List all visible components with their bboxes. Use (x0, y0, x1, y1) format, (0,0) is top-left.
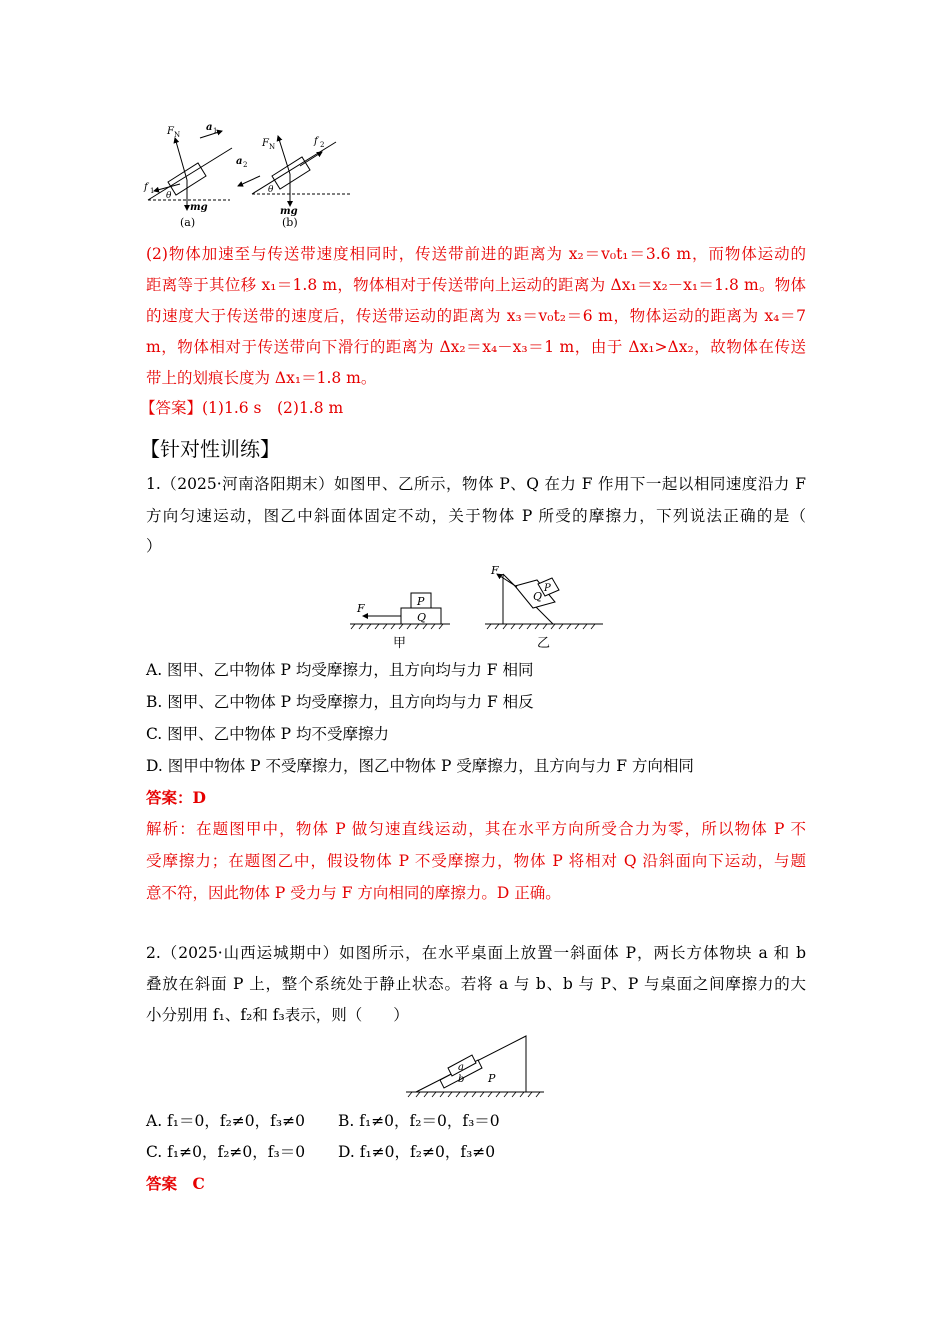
solution-line-3: 的速度大于传送带的速度后，传送带运动的距离为 x₃＝v₀t₂＝6 m，物体运动的距离为 x₄＝7 (146, 307, 806, 325)
diagram-b (236, 136, 350, 229)
jia-q-label: Q (417, 611, 427, 624)
solution-line-4: m，物体相对于传送带向下滑行的距离为 Δx₂＝x₄－x₃＝1 m，由于 Δx₁>Δx₂，故物体在传送 (146, 338, 806, 356)
f2-label: f (314, 136, 318, 147)
q2-option-c: C. f₁≠0，f₂≠0，f₃＝0 (146, 1143, 306, 1161)
f2-sub: 2 (320, 141, 325, 149)
figure-yi (485, 564, 603, 651)
jia-p-label: P (417, 595, 425, 608)
q1-analysis-2: 受摩擦力；在题图乙中，假设物体 P 不受摩擦力，物体 P 将相对 Q 沿斜面向下运动，与题 (146, 852, 806, 870)
force-diagram-figure (140, 118, 360, 230)
fn-label-a: F (167, 126, 174, 137)
a2-sub: 2 (243, 161, 248, 169)
q1-figure (345, 560, 610, 655)
caption-a: (a) (180, 216, 196, 229)
solution-line-5: 带上的划痕长度为 Δx₁＝1.8 m。 (146, 369, 377, 387)
q1-analysis-3: 意不符，因此物体 P 受力与 F 方向相同的摩擦力。D 正确。 (146, 884, 561, 902)
a1-sub: 1 (213, 127, 218, 135)
fn-label-b: F (262, 138, 269, 149)
fn-sub-a: N (174, 131, 181, 139)
theta-a: θ (166, 191, 172, 201)
diagram-a (143, 122, 232, 229)
q2-line-2: 叠放在斜面 P 上，整个系统处于静止状态。若将 a 与 b、b 与 P、P 与桌面之间摩擦力的大 (146, 975, 806, 993)
q2-option-d: D. f₁≠0，f₂≠0，f₃≠0 (338, 1143, 496, 1161)
q1-line-3: ） (146, 537, 162, 555)
mg-a: mg (190, 202, 208, 213)
q1-analysis-1: 解析：在题图甲中，物体 P 做匀速直线运动，其在水平方向所受合力为零，所以物体 P 不 (146, 820, 806, 838)
q1-option-d: D. 图甲中物体 P 不受摩擦力，图乙中物体 P 受摩擦力，且方向与力 F 方向相同 (146, 757, 694, 775)
a1-label: a (206, 122, 213, 133)
yi-p-label: P (544, 583, 551, 594)
q2-answer: 答案 C (146, 1174, 205, 1193)
solution-line-2: 距离等于其位移 x₁＝1.8 m，物体相对于传送带向上运动的距离为 Δx₁＝x₂－x₁＝1.8 m。物体 (146, 276, 806, 294)
jia-f-label: F (357, 602, 365, 615)
mg-b: mg (280, 206, 298, 217)
q1-line-2: 方向匀速运动，图乙中斜面体固定不动，关于物体 P 所受的摩擦力，下列说法正确的是（ (146, 507, 806, 525)
caption-yi: 乙 (537, 636, 551, 651)
caption-b: (b) (282, 216, 298, 229)
yi-q-label: Q (533, 590, 543, 603)
fn-sub-b: N (269, 143, 276, 151)
section-heading: 【针对性训练】 (140, 437, 280, 461)
yi-f-label: F (491, 564, 499, 577)
wedge-p-label: P (488, 1072, 496, 1085)
theta-b: θ (268, 185, 274, 195)
q1-option-a: A. 图甲、乙中物体 P 均受摩擦力，且方向均与力 F 相同 (146, 661, 534, 679)
q2-option-a: A. f₁＝0，f₂≠0，f₃≠0 (146, 1112, 305, 1130)
block-b-label: b (458, 1074, 465, 1085)
figure-jia (350, 593, 450, 651)
f1-sub: 1 (150, 187, 155, 195)
q1-option-c: C. 图甲、乙中物体 P 均不受摩擦力 (146, 725, 389, 743)
solution-line-1: (2)物体加速至与传送带速度相同时，传送带前进的距离为 x₂＝v₀t₁＝3.6 m，而物体运动的 (146, 245, 806, 263)
q2-line-1: 2.（2025·山西运城期中）如图所示，在水平桌面上放置一斜面体 P，两长方体物块 a 和 b (146, 944, 806, 962)
a2-label: a (236, 156, 243, 167)
q2-option-b: B. f₁≠0，f₂＝0，f₃＝0 (338, 1112, 500, 1130)
q1-answer: 答案：D (146, 788, 206, 807)
q1-line-1: 1.（2025·河南洛阳期末）如图甲、乙所示，物体 P、Q 在力 F 作用下一起以相同速度沿力 F (146, 475, 806, 493)
answer-line: 【答案】(1)1.6 s (2)1.8 m (140, 399, 344, 417)
f1-label: f (144, 182, 148, 193)
q2-figure (402, 1032, 552, 1100)
q1-option-b: B. 图甲、乙中物体 P 均受摩擦力，且方向均与力 F 相反 (146, 693, 534, 711)
caption-jia: 甲 (393, 636, 407, 651)
q2-line-3: 小分别用 f₁、f₂和 f₃表示，则（ ） (146, 1006, 409, 1024)
block-a-label: a (458, 1062, 464, 1073)
